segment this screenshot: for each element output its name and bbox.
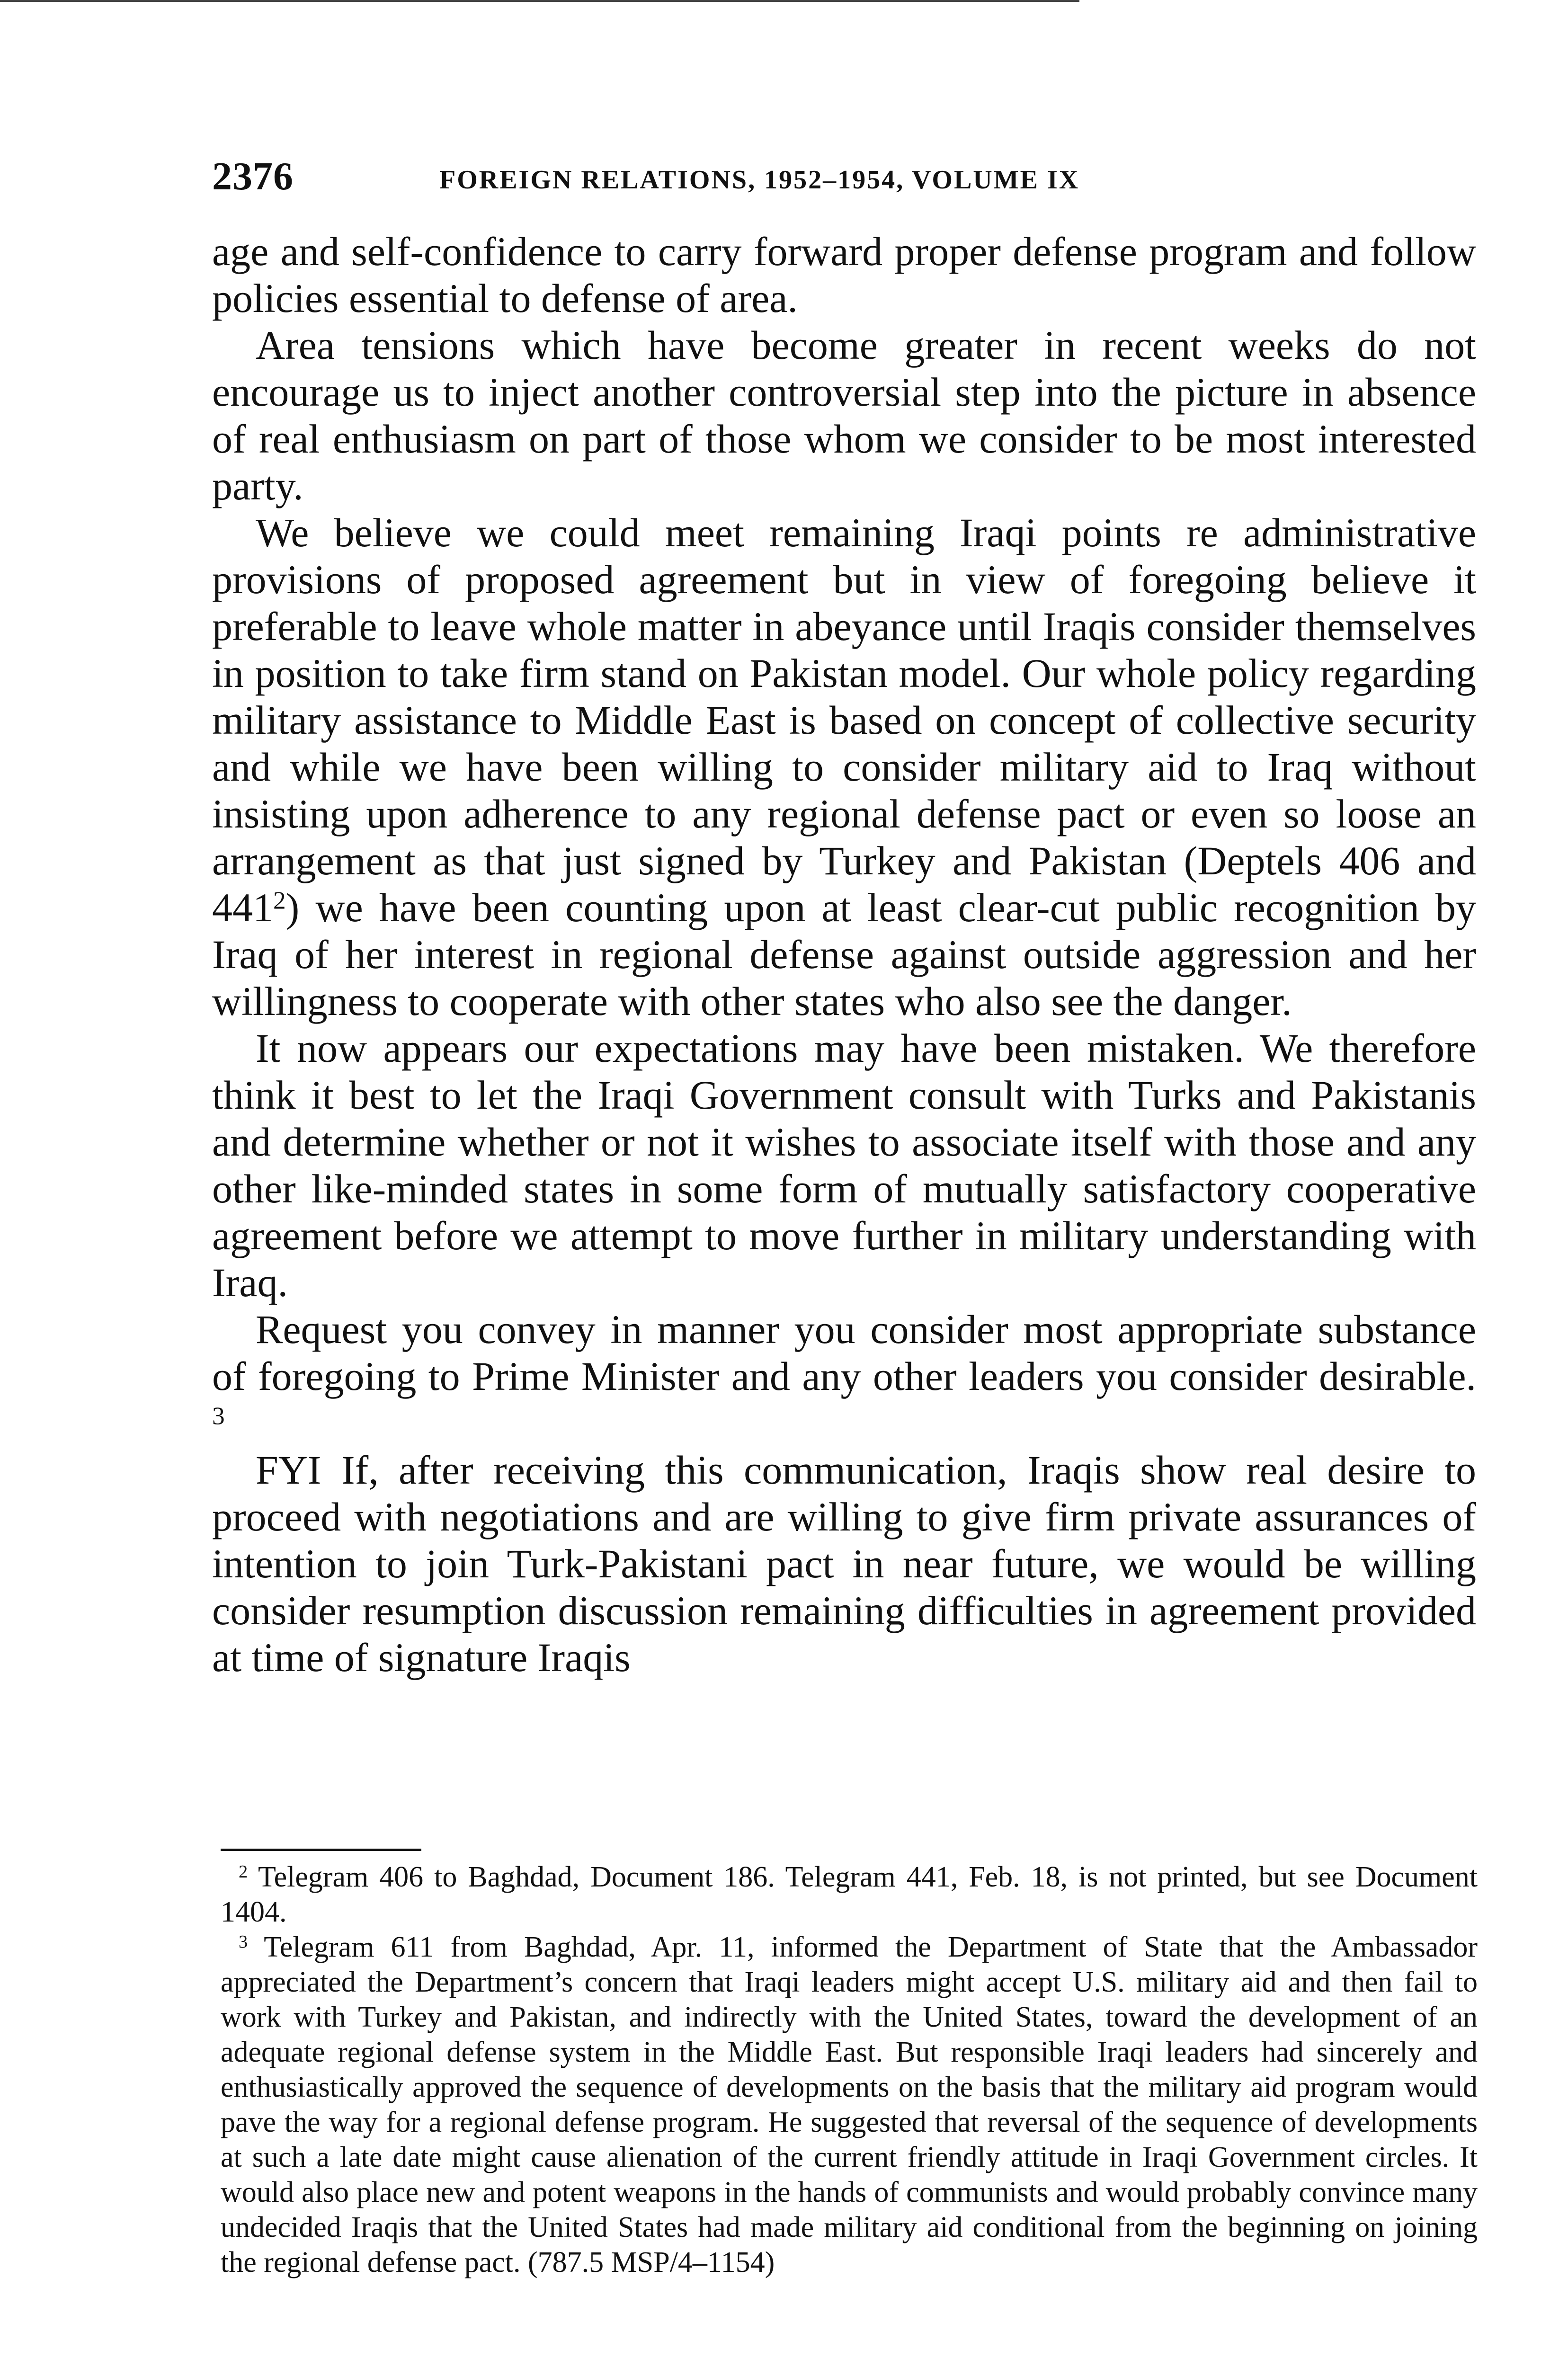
top-edge-rule	[0, 0, 1079, 2]
footnote-text: Telegram 406 to Baghdad, Document 186. Telegram 441, Feb. 18, is not printed, but see Document 1404.	[221, 1861, 1478, 1928]
paragraph-fyi: FYI If, after receiving this communication, Iraqis show real desire to proceed with negotiations and are willing to give firm private assurances of intention to join Turk-Pakistani pact in near future, we would be willing consider resumption discussion remaining difficulties in agreement provided at time of signature Iraqis	[212, 1447, 1476, 1680]
footnote-ref-3: 3	[212, 1401, 225, 1430]
footnote-marker: 3	[239, 1931, 248, 1952]
footnote-marker: 2	[239, 1861, 248, 1882]
footnote-text: Telegram 611 from Baghdad, Apr. 11, informed the Department of State that the Ambassador appreciated the Department’s concern that Iraqi leaders might accept U.S. military aid and then fail to work with Turkey and Pakistan, and indirectly with the United States, toward the development of an adequate regional defense system in the Middle East. But responsible Iraqi leaders had sincerely and enthusiastically approved the sequence of developments on the basis that the military aid program would pave the way for a regional defense program. He suggested that reversal of the sequence of developments at such a late date might cause alienation of the current friendly attitude in Iraqi Government circles. It would also place new and potent weapons in the hands of communists and would probably convince many undecided Iraqis that the United States had made military aid conditional from the beginning on joining the regional defense pact. (787.5 MSP/4–1154)	[221, 1931, 1478, 2278]
footnote	[221, 1860, 1478, 1930]
footnote-divider	[221, 1849, 421, 1851]
footnote-ref-2: 2	[273, 886, 286, 915]
paragraph-continued: age and self-confidence to carry forward proper defense program and follow policies essential to defense of area.	[212, 229, 1476, 321]
paragraph-policy	[212, 509, 1476, 1025]
page-header	[212, 151, 1481, 203]
footnotes	[221, 1860, 1478, 2367]
footnote	[221, 1930, 1478, 2280]
paragraph-request-text: Request you convey in manner you consider most appropriate substance of foregoing to Prime Minister and any other leaders you consider desirable.	[212, 1307, 1476, 1399]
paragraph-expectations: It now appears our expectations may have been mistaken. We therefore think it best to let the Iraqi Government consult with Turks and Pakistanis and determine whether or not it wishes to associate itself with those and any other like-minded states in some form of mutually satisfactory cooperative agreement before we attempt to move further in military understanding with Iraq.	[212, 1025, 1476, 1305]
main-text	[212, 228, 1476, 1800]
paragraph-policy-text-continued: ) we have been counting upon at least clear-cut public recognition by Iraq of her interest in regional defense against outside aggression and her willingness to cooperate with other states who also see the danger.	[212, 885, 1476, 1024]
paragraph-policy-text: We believe we could meet remaining Iraqi points re administrative provisions of proposed agreement but in view of foregoing believe it preferable to leave whole matter in abeyance until Iraqis consider themselves in position to take firm stand on Pakistan model. Our whole policy regarding military assistance to Middle East is based on concept of collective security and while we have been willing to consider military aid to Iraq without insisting upon adherence to any regional defense pact or even so loose an arrangement as that just signed by Turkey and Pakistan (Deptels 406 and 441	[212, 510, 1476, 930]
paragraph-area-tensions: Area tensions which have become greater in recent weeks do not encourage us to inject another controversial step into the picture in absence of real enthusiasm on part of those whom we consider to be most interested party.	[212, 322, 1476, 508]
paragraph-request	[212, 1306, 1476, 1447]
running-head: FOREIGN RELATIONS, 1952–1954, VOLUME IX	[439, 165, 1080, 195]
page-number: 2376	[212, 154, 294, 198]
